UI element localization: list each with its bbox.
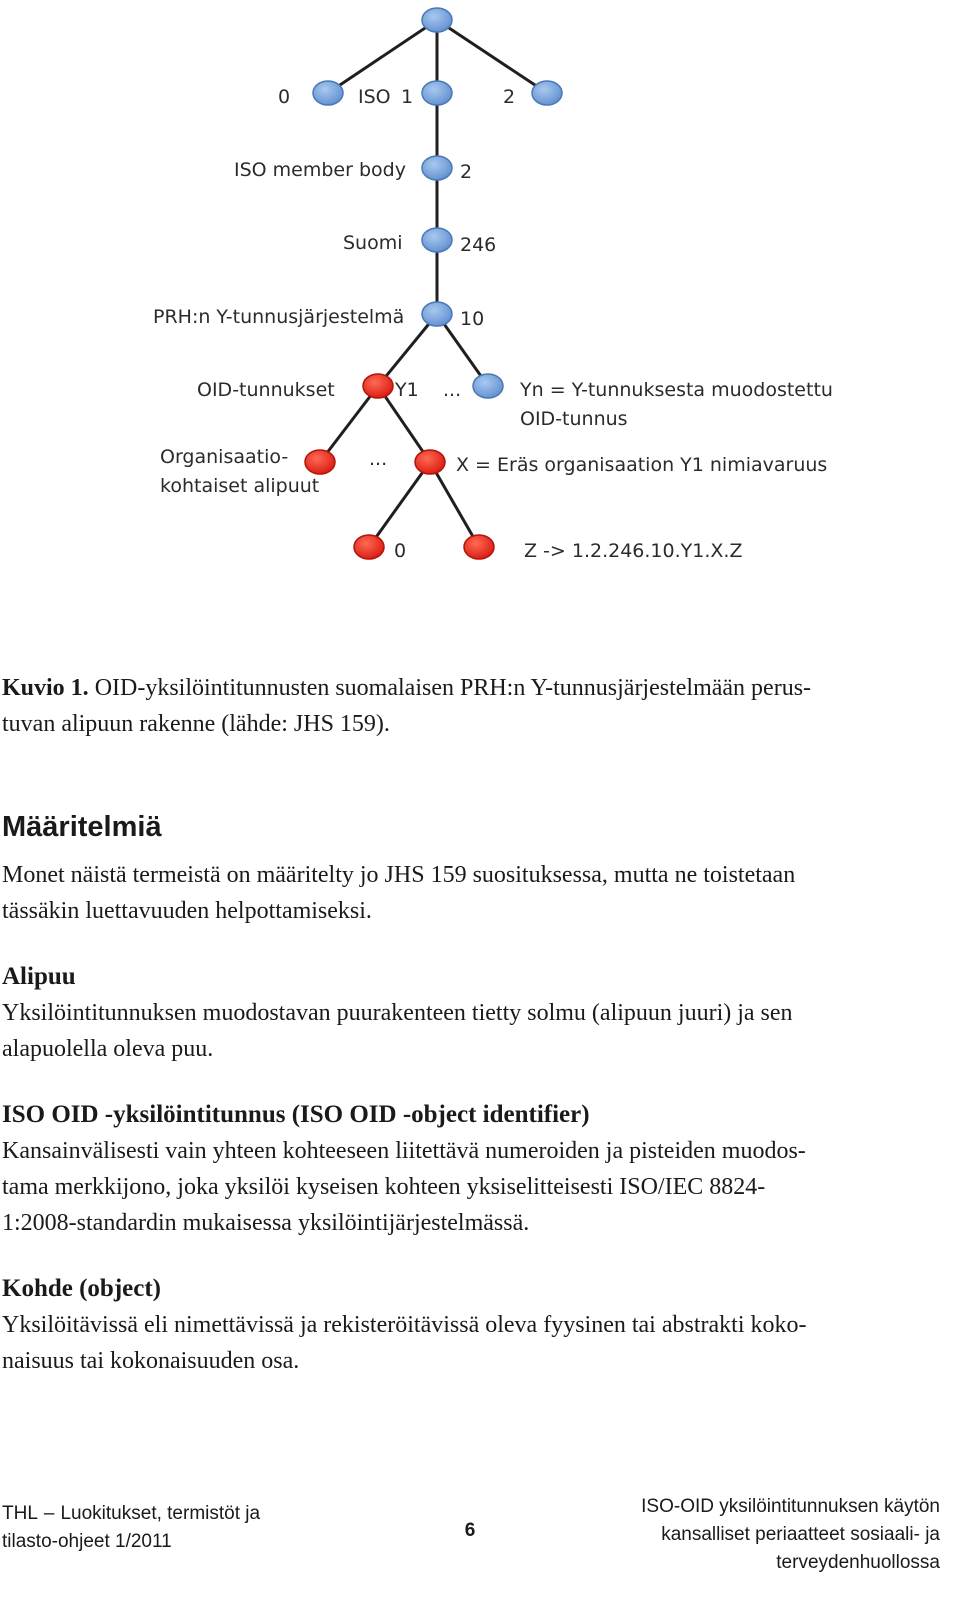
node-iso-1 (422, 81, 452, 105)
oid-tree-diagram (0, 0, 960, 600)
edge-root-0 (328, 20, 437, 93)
label-x: X = Eräs organisaation Y1 nimiavaruus (456, 454, 828, 476)
tree-labels (153, 86, 833, 562)
node-leaf-z (464, 535, 494, 559)
label-suomi: Suomi (343, 232, 403, 254)
term-title-alipuu: Alipuu (2, 963, 76, 990)
node-leaf-0 (354, 535, 384, 559)
node-member-body (422, 156, 452, 180)
footer-doc-line2: kansalliset periaatteet sosiaali- ja (661, 1524, 940, 1545)
term-definition-iso-oid (2, 1133, 940, 1241)
definition-line: tama merkkijono, joka yksilöi kyseisen kohteen yksiselitteisesti ISO/IEC 8824- (2, 1174, 766, 1200)
definition-line: naisuus tai kokonaisuuden osa. (2, 1348, 300, 1374)
footer-dash: – (43, 1503, 55, 1524)
section-title: Määritelmiä (2, 811, 162, 843)
node-suomi (422, 228, 452, 252)
footer-doc-line1: ISO-OID yksilöintitunnuksen käytön (641, 1496, 940, 1517)
label-y1: Y1 (395, 379, 419, 401)
label-two-top: 2 (503, 86, 516, 108)
term-title-kohde: Kohde (object) (2, 1275, 161, 1302)
caption-text-line1: OID-yksilöintitunnusten suomalaisen PRH:n Y-tunnusjärjestelmään perus- (94, 675, 812, 701)
definition-line: 1:2008-standardin mukaisessa yksilöintijärjestelmässä. (2, 1210, 530, 1236)
caption-lead: Kuvio 1. (2, 675, 89, 701)
definition-line: alapuolella oleva puu. (2, 1036, 214, 1062)
label-one: 1 (401, 86, 414, 108)
footer-doc-line3: terveydenhuollossa (776, 1552, 940, 1573)
term-definition-alipuu (2, 995, 940, 1067)
footer-series-line2: tilasto-ohjeet 1/2011 (2, 1531, 172, 1552)
term-title-iso-oid: ISO OID -yksilöintitunnus (ISO OID -object identifier) (2, 1101, 590, 1128)
node-y1 (363, 374, 393, 398)
intro-line2: tässäkin luettavuuden helpottamiseksi. (2, 898, 372, 924)
definition-line: Yksilöitävissä eli nimettävissä ja rekisteröitävissä oleva fyysinen tai abstrakti koko- (2, 1312, 807, 1338)
definition-line: Yksilöintitunnuksen muodostavan puurakenteen tietty solmu (alipuun juuri) ja sen (2, 1000, 793, 1026)
label-zero: 0 (278, 86, 291, 108)
section-intro (2, 857, 940, 929)
label-org-line2: kohtaiset alipuut (160, 475, 320, 497)
label-prh-number: 10 (460, 308, 485, 330)
label-member-number: 2 (460, 161, 473, 183)
node-yn (473, 374, 503, 398)
label-iso-member-body: ISO member body (234, 159, 406, 181)
footer-org: THL (2, 1503, 38, 1524)
footer-series (2, 1500, 332, 1556)
edge-root-2 (437, 20, 547, 93)
label-org-line1: Organisaatio- (160, 446, 289, 468)
page-number: 6 (464, 1520, 476, 1541)
intro-line1: Monet näistä termeistä on määritelty jo JHS 159 suosituksessa, mutta ne toistetaan (2, 862, 796, 888)
label-z: Z -> 1.2.246.10.Y1.X.Z (524, 540, 743, 562)
label-yn-line1: Yn = Y-tunnuksesta muodostettu (520, 379, 833, 401)
label-ellipsis-y: ... (443, 379, 462, 401)
caption-text-line2: tuvan alipuun rakenne (lähde: JHS 159). (2, 711, 390, 737)
label-iso: ISO (358, 86, 391, 108)
node-x (415, 450, 445, 474)
label-ellipsis-x: ... (369, 448, 388, 470)
node-0 (313, 81, 343, 105)
definition-line: Kansainvälisesti vain yhteen kohteeseen liitettävä numeroiden ja pisteiden muodos- (2, 1138, 806, 1164)
label-prh: PRH:n Y-tunnusjärjestelmä (153, 306, 405, 328)
label-leaf-zero: 0 (394, 540, 407, 562)
node-prh (422, 302, 452, 326)
label-suomi-number: 246 (460, 234, 497, 256)
edge-x-0 (369, 462, 430, 547)
footer-document-title (580, 1493, 940, 1577)
footer-series-line1: Luokitukset, termistöt ja (60, 1503, 261, 1524)
node-org (305, 450, 335, 474)
node-2 (532, 81, 562, 105)
term-definition-kohde (2, 1307, 940, 1379)
label-yn-line2: OID-tunnus (520, 408, 628, 430)
figure-caption (2, 670, 942, 742)
node-root (422, 8, 452, 32)
label-oid-tunnukset: OID-tunnukset (197, 379, 335, 401)
